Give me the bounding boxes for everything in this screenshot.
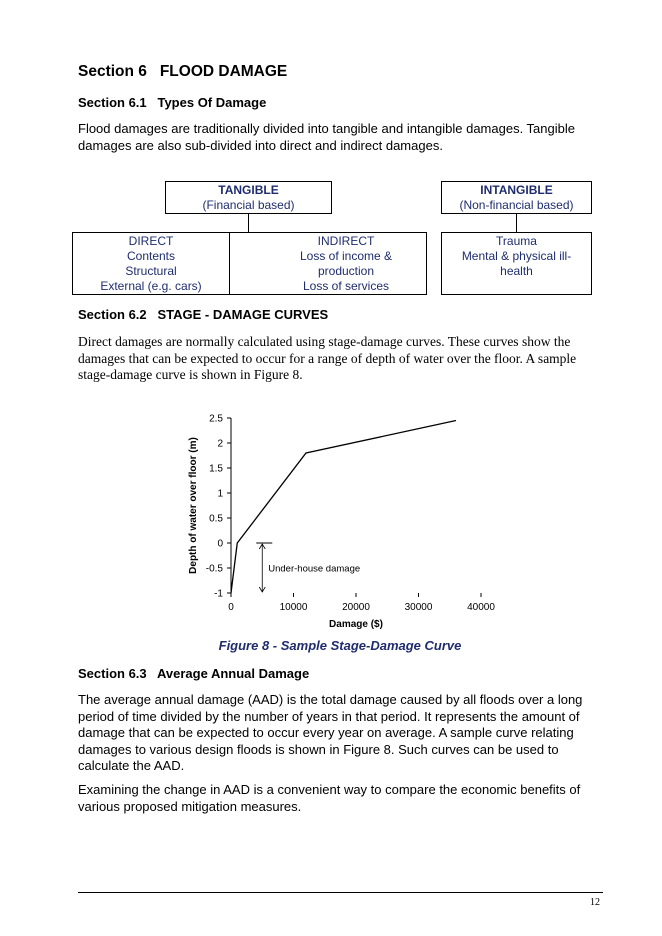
intangible-subtitle: (Non-financial based) — [459, 198, 574, 212]
section-6-2-paragraph — [78, 334, 576, 384]
figure-caption: Figure 8 - Sample Stage-Damage Curve — [218, 638, 462, 653]
y-tick-label: 1.5 — [209, 463, 223, 475]
x-axis-label: Damage ($) — [329, 619, 383, 630]
paragraph-line: stage-damage curve is shown in Figure 8. — [78, 367, 303, 382]
stage-damage-chart — [175, 405, 515, 635]
x-tick-label: 30000 — [404, 602, 433, 613]
chart-annotation — [256, 543, 360, 592]
trauma-item: Mental & physical ill- — [461, 249, 572, 263]
paragraph-line: calculate the AAD. — [78, 758, 185, 773]
y-tick-label: 0 — [217, 538, 223, 550]
intangible-connector — [516, 214, 517, 232]
y-tick-label: -1 — [214, 588, 223, 600]
indirect-title: INDIRECT — [317, 234, 375, 248]
section-6-3-paragraph-1 — [78, 692, 582, 775]
paragraph-line: damage that can be expected to occur every year on average. A sample curve relating — [78, 725, 574, 740]
tangible-title: TANGIBLE — [218, 183, 279, 197]
footer-rule — [78, 892, 603, 893]
trauma-box — [441, 232, 592, 295]
indirect-item: production — [317, 264, 375, 278]
section-6-1-heading: Section 6.1 Types Of Damage — [78, 95, 267, 110]
x-tick-label: 0 — [228, 602, 234, 613]
paragraph-line: The average annual damage (AAD) is the total damage caused by all floods over a long — [78, 692, 583, 707]
section-6-1-paragraph — [78, 121, 575, 154]
tangible-connector — [248, 214, 249, 232]
indirect-item: Loss of income & — [299, 249, 393, 263]
direct-item: External (e.g. cars) — [100, 279, 202, 293]
tangible-subtitle: (Financial based) — [202, 198, 295, 212]
section-6-2-heading: Section 6.2 STAGE - DAMAGE CURVES — [78, 307, 329, 322]
paragraph-line: period of time divided by the number of years in that period. It represents the amount of — [78, 708, 580, 724]
annotation-label: Under-house damage — [268, 563, 361, 575]
paragraph-line: various proposed mitigation measures. — [78, 798, 302, 814]
chart-axes — [188, 414, 495, 631]
x-tick-label: 20000 — [342, 602, 370, 613]
trauma-title: Trauma — [496, 234, 537, 248]
direct-box — [72, 232, 230, 295]
direct-title: DIRECT — [128, 234, 174, 248]
tangible-box — [165, 181, 332, 214]
intangible-box — [441, 181, 592, 214]
paragraph-line: Examining the change in AAD is a convenient way to compare the economic benefits of — [78, 782, 581, 797]
x-tick-label: 10000 — [279, 602, 308, 613]
y-tick-label: -0.5 — [205, 563, 223, 575]
indirect-box — [229, 232, 427, 295]
paragraph-line: Direct damages are normally calculated using stage-damage curves. These curves show the — [78, 334, 571, 349]
y-tick-label: 2.5 — [209, 413, 223, 425]
paragraph-line: damages to various design floods is shown in Figure 8. Such curves can be used to — [78, 741, 559, 757]
intangible-title: INTANGIBLE — [480, 183, 553, 197]
section-6-3-heading: Section 6.3 Average Annual Damage — [78, 666, 310, 681]
y-tick-label: 2 — [217, 438, 223, 450]
direct-item: Contents — [126, 249, 176, 263]
indirect-item: Loss of services — [302, 279, 390, 293]
direct-item: Structural — [125, 264, 177, 278]
paragraph-line: Flood damages are traditionally divided into tangible and intangible damages. Tangible — [78, 121, 575, 136]
section-6-heading: Section 6 FLOOD DAMAGE — [78, 63, 288, 80]
trauma-item: health — [500, 264, 533, 278]
x-tick-label: 40000 — [467, 602, 495, 613]
section-6-3-paragraph-2 — [78, 782, 580, 815]
y-axis-label: Depth of water over floor (m) — [188, 437, 199, 574]
page-number: 12 — [590, 897, 600, 908]
paragraph-line: damages are also sub-divided into direct and indirect damages. — [78, 137, 443, 153]
y-tick-label: 0.5 — [209, 513, 223, 525]
y-tick-label: 1 — [217, 488, 223, 500]
paragraph-line: damages that can be expected to occur for a range of depth of water over the floor. A sample — [78, 350, 577, 366]
